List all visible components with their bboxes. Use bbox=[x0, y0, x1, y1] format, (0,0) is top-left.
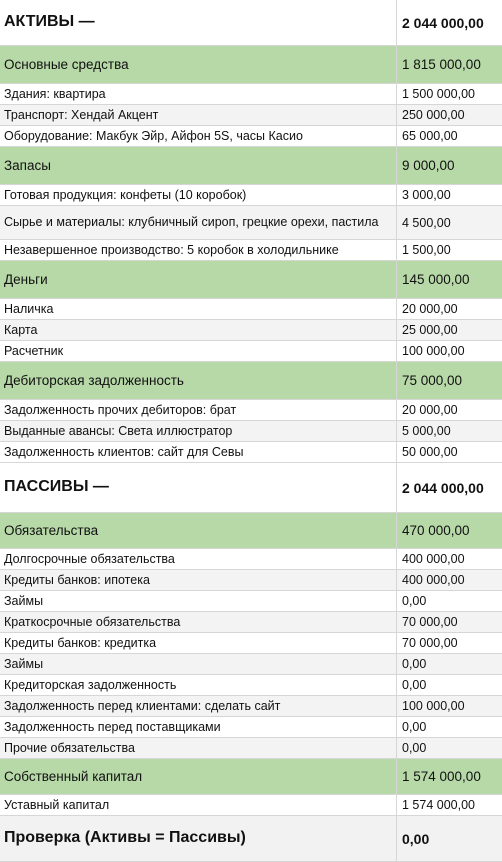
row-value: 2 044 000,00 bbox=[397, 0, 502, 45]
row-value: 1 815 000,00 bbox=[397, 46, 502, 83]
table-row bbox=[0, 126, 502, 147]
row-label: Задолженность клиентов: сайт для Севы bbox=[0, 442, 397, 462]
table-row bbox=[0, 320, 502, 341]
check-row bbox=[0, 816, 502, 862]
row-label: Дебиторская задолженность bbox=[0, 362, 397, 399]
row-label: Уставный капитал bbox=[0, 795, 397, 815]
row-value: 0,00 bbox=[397, 654, 502, 674]
table-row bbox=[0, 400, 502, 421]
row-value: 20 000,00 bbox=[397, 299, 502, 319]
table-row bbox=[0, 421, 502, 442]
row-label: Здания: квартира bbox=[0, 84, 397, 104]
row-label: АКТИВЫ — bbox=[0, 0, 397, 45]
section-header-row bbox=[0, 463, 502, 513]
row-label: Задолженность перед поставщиками bbox=[0, 717, 397, 737]
row-label: Задолженность перед клиентами: сделать сайт bbox=[0, 696, 397, 716]
row-value: 20 000,00 bbox=[397, 400, 502, 420]
row-value: 470 000,00 bbox=[397, 513, 502, 548]
row-value: 250 000,00 bbox=[397, 105, 502, 125]
row-label: Выданные авансы: Света иллюстратор bbox=[0, 421, 397, 441]
row-label: Краткосрочные обязательства bbox=[0, 612, 397, 632]
table-row bbox=[0, 612, 502, 633]
row-value: 0,00 bbox=[397, 717, 502, 737]
row-value: 65 000,00 bbox=[397, 126, 502, 146]
row-value: 50 000,00 bbox=[397, 442, 502, 462]
group-row bbox=[0, 261, 502, 299]
row-value: 0,00 bbox=[397, 675, 502, 695]
row-value: 0,00 bbox=[397, 816, 502, 861]
row-label: Задолженность прочих дебиторов: брат bbox=[0, 400, 397, 420]
table-row bbox=[0, 654, 502, 675]
row-value: 1 574 000,00 bbox=[397, 759, 502, 794]
table-row bbox=[0, 240, 502, 261]
row-value: 70 000,00 bbox=[397, 612, 502, 632]
row-label: Займы bbox=[0, 591, 397, 611]
row-value: 1 500 000,00 bbox=[397, 84, 502, 104]
row-label: Проверка (Активы = Пассивы) bbox=[0, 816, 397, 861]
table-row bbox=[0, 299, 502, 320]
row-label: Карта bbox=[0, 320, 397, 340]
row-label: Кредиты банков: кредитка bbox=[0, 633, 397, 653]
row-value: 0,00 bbox=[397, 591, 502, 611]
row-value: 1 500,00 bbox=[397, 240, 502, 260]
row-value: 3 000,00 bbox=[397, 185, 502, 205]
section-header-row bbox=[0, 0, 502, 46]
row-label: ПАССИВЫ — bbox=[0, 463, 397, 512]
table-row bbox=[0, 84, 502, 105]
row-value: 75 000,00 bbox=[397, 362, 502, 399]
table-row bbox=[0, 717, 502, 738]
group-row bbox=[0, 362, 502, 400]
row-label: Незавершенное производство: 5 коробок в холодильнике bbox=[0, 240, 397, 260]
row-label: Запасы bbox=[0, 147, 397, 184]
row-value: 145 000,00 bbox=[397, 261, 502, 298]
row-label: Кредиторская задолженность bbox=[0, 675, 397, 695]
row-value: 70 000,00 bbox=[397, 633, 502, 653]
table-row bbox=[0, 341, 502, 362]
row-label: Оборудование: Макбук Эйр, Айфон 5S, часы Касио bbox=[0, 126, 397, 146]
group-row bbox=[0, 147, 502, 185]
row-label: Транспорт: Хендай Акцент bbox=[0, 105, 397, 125]
group-row bbox=[0, 513, 502, 549]
table-row bbox=[0, 549, 502, 570]
row-label: Займы bbox=[0, 654, 397, 674]
table-row bbox=[0, 738, 502, 759]
row-label: Долгосрочные обязательства bbox=[0, 549, 397, 569]
row-label: Расчетник bbox=[0, 341, 397, 361]
table-row bbox=[0, 795, 502, 816]
row-label: Обязательства bbox=[0, 513, 397, 548]
table-row bbox=[0, 105, 502, 126]
row-value: 4 500,00 bbox=[397, 206, 502, 239]
row-label: Готовая продукция: конфеты (10 коробок) bbox=[0, 185, 397, 205]
table-row bbox=[0, 591, 502, 612]
row-value: 25 000,00 bbox=[397, 320, 502, 340]
table-row bbox=[0, 696, 502, 717]
row-label: Собственный капитал bbox=[0, 759, 397, 794]
table-row bbox=[0, 675, 502, 696]
row-label: Кредиты банков: ипотека bbox=[0, 570, 397, 590]
row-value: 2 044 000,00 bbox=[397, 463, 502, 512]
group-row bbox=[0, 46, 502, 84]
row-value: 1 574 000,00 bbox=[397, 795, 502, 815]
table-row bbox=[0, 185, 502, 206]
row-value: 100 000,00 bbox=[397, 696, 502, 716]
row-value: 100 000,00 bbox=[397, 341, 502, 361]
table-row bbox=[0, 633, 502, 654]
table-row bbox=[0, 570, 502, 591]
table-row bbox=[0, 206, 502, 240]
row-value: 5 000,00 bbox=[397, 421, 502, 441]
table-row bbox=[0, 442, 502, 463]
row-label: Наличка bbox=[0, 299, 397, 319]
row-value: 400 000,00 bbox=[397, 570, 502, 590]
group-row bbox=[0, 759, 502, 795]
row-label: Прочие обязательства bbox=[0, 738, 397, 758]
row-value: 0,00 bbox=[397, 738, 502, 758]
row-label: Основные средства bbox=[0, 46, 397, 83]
row-label: Сырье и материалы: клубничный сироп, грецкие орехи, пастила bbox=[0, 206, 397, 239]
row-value: 9 000,00 bbox=[397, 147, 502, 184]
row-label: Деньги bbox=[0, 261, 397, 298]
row-value: 400 000,00 bbox=[397, 549, 502, 569]
